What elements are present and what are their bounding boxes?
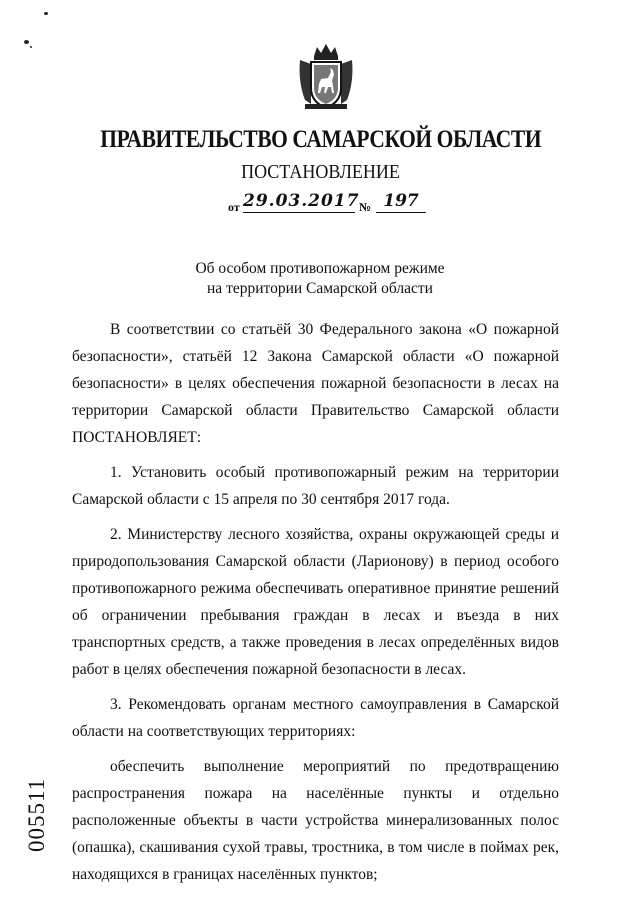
paragraph-item-3: 3. Рекомендовать органам местного самоуправления в Самарской области на соответствующих территориях: [72,696,559,740]
document-type: ПОСТАНОВЛЕНИЕ [241,161,400,183]
document-subject [0,259,640,299]
scan-speck [30,46,32,48]
paragraph-item-1: 1. Установить особый противопожарный режим на территории Самарской области с 15 апреля по 30 сентября 2017 года. [72,464,559,508]
number-prefix: № [359,200,372,214]
document-date: 29.03.2017 [243,191,360,211]
government-title: ПРАВИТЕЛЬСТВО САМАРСКОЙ ОБЛАСТИ [100,126,542,153]
scan-speck [24,40,29,44]
date-number-line [228,191,438,214]
archive-number: 005511 [24,777,49,852]
paragraph-item-2: 2. Министерству лесного хозяйства, охраны окружающей среды и природопользования Самарской области (Ларионову) в период особого противопожарного режима обеспечивать оперативное принятие решений об ограничении пребывания граждан в лесах и въезда в них транспортных средств, а также проведения в лесах определённых видов работ в целях обеспечения пожарной безопасности в лесах. [72,526,559,678]
subject-line-1: Об особом противопожарном режиме [195,260,445,277]
coat-of-arms-icon [297,42,355,112]
document-body [72,316,559,888]
paragraph-preamble: В соответствии со статьёй 30 Федерального закона «О пожарной безопасности», статьёй 12 Закона Самарской области «О пожарной безопасности» в целях обеспечения пожарной безопасности в лесах на территории Самарской области Правительство Самарской области ПОСТАНОВЛЯЕТ: [72,321,559,446]
paragraph-item-3-subitem: обеспечить выполнение мероприятий по предотвращению распространения пожара на населённые пункты и отдельно расположенные объекты в части устройства минерализованных полос (опашка), скашивания сухой травы, тростника, в том числе в поймах рек, находящихся в границах населённых пунктов; [72,758,559,883]
subject-line-2: на территории Самарской области [207,280,433,297]
document-number: 197 [376,191,426,213]
scan-speck [44,12,48,15]
date-prefix: от [228,200,240,214]
